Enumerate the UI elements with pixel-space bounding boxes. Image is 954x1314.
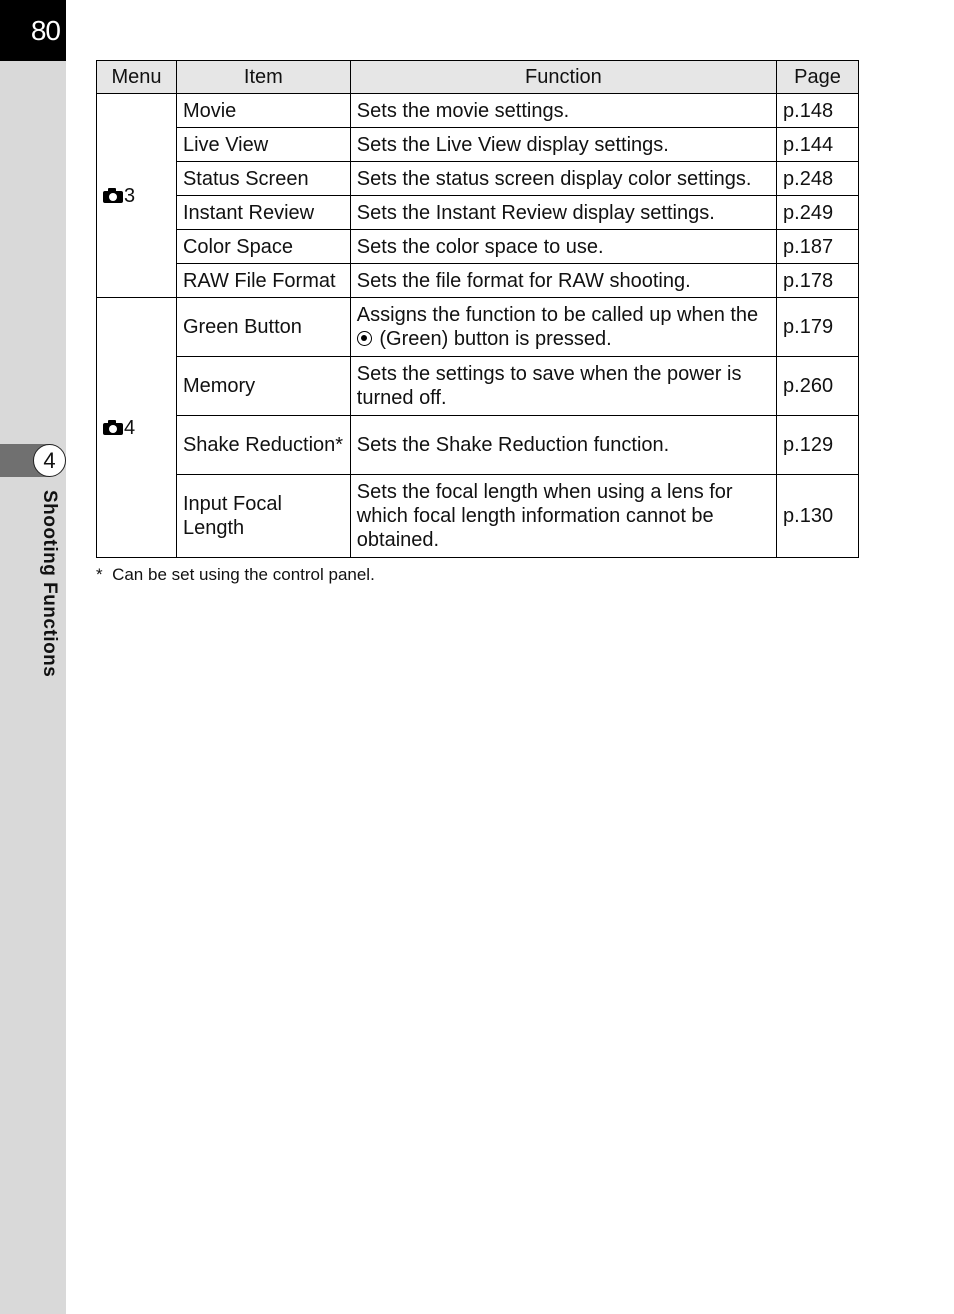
table-header-row — [97, 61, 859, 94]
menu-table — [96, 60, 859, 558]
camera-icon — [103, 188, 123, 203]
table-row — [97, 298, 859, 357]
page-cell: p.248 — [777, 162, 859, 196]
chapter-tab — [0, 444, 66, 477]
page-cell: p.148 — [777, 94, 859, 128]
function-cell: Sets the movie settings. — [350, 94, 776, 128]
item-cell: Movie — [176, 94, 350, 128]
table-row — [97, 357, 859, 416]
item-cell: Shake Reduction* — [176, 416, 350, 475]
footnote-text: Can be set using the control panel. — [112, 565, 375, 584]
chapter-label — [36, 490, 60, 700]
menu-cell-4 — [97, 298, 177, 558]
menu-cell-3 — [97, 94, 177, 298]
footnote-mark: * — [96, 565, 103, 584]
item-cell: Status Screen — [176, 162, 350, 196]
item-cell: Green Button — [176, 298, 350, 357]
table-row — [97, 196, 859, 230]
table-row — [97, 475, 859, 558]
menu-number: 4 — [124, 416, 136, 439]
table-row — [97, 416, 859, 475]
page-cell: p.130 — [777, 475, 859, 558]
green-button-icon — [357, 331, 372, 346]
item-cell: Color Space — [176, 230, 350, 264]
function-cell: Sets the settings to save when the power is turned off. — [350, 357, 776, 416]
function-cell: Sets the color space to use. — [350, 230, 776, 264]
function-cell: Sets the file format for RAW shooting. — [350, 264, 776, 298]
table-row — [97, 94, 859, 128]
item-cell: Live View — [176, 128, 350, 162]
table-row — [97, 230, 859, 264]
page-cell: p.179 — [777, 298, 859, 357]
header-item: Item — [176, 61, 350, 94]
page-number: 80 — [0, 0, 66, 61]
item-cell: Memory — [176, 357, 350, 416]
function-cell: Sets the Instant Review display settings. — [350, 196, 776, 230]
table-row — [97, 264, 859, 298]
page-cell: p.187 — [777, 230, 859, 264]
function-cell: Sets the status screen display color settings. — [350, 162, 776, 196]
page-cell: p.249 — [777, 196, 859, 230]
header-page: Page — [777, 61, 859, 94]
page-cell: p.178 — [777, 264, 859, 298]
chapter-title: Shooting Functions — [39, 490, 60, 678]
item-cell: RAW File Format — [176, 264, 350, 298]
function-cell: Sets the Shake Reduction function. — [350, 416, 776, 475]
page-cell: p.129 — [777, 416, 859, 475]
table-row — [97, 128, 859, 162]
item-cell: Instant Review — [176, 196, 350, 230]
page-cell: p.260 — [777, 357, 859, 416]
menu-number: 3 — [124, 184, 136, 207]
function-cell — [350, 298, 776, 357]
function-text-post: (Green) button is pressed. — [379, 328, 612, 350]
chapter-number: 4 — [33, 444, 66, 477]
function-text-pre: Assigns the function to be called up when the — [356, 304, 759, 326]
camera-icon — [103, 420, 123, 435]
page-cell: p.144 — [777, 128, 859, 162]
header-menu: Menu — [97, 61, 177, 94]
footnote — [96, 565, 375, 585]
function-cell: Sets the Live View display settings. — [350, 128, 776, 162]
item-cell: Input Focal Length — [176, 475, 350, 558]
header-function: Function — [350, 61, 776, 94]
function-cell: Sets the focal length when using a lens for which focal length information cannot be obtained. — [350, 475, 776, 558]
table-row — [97, 162, 859, 196]
